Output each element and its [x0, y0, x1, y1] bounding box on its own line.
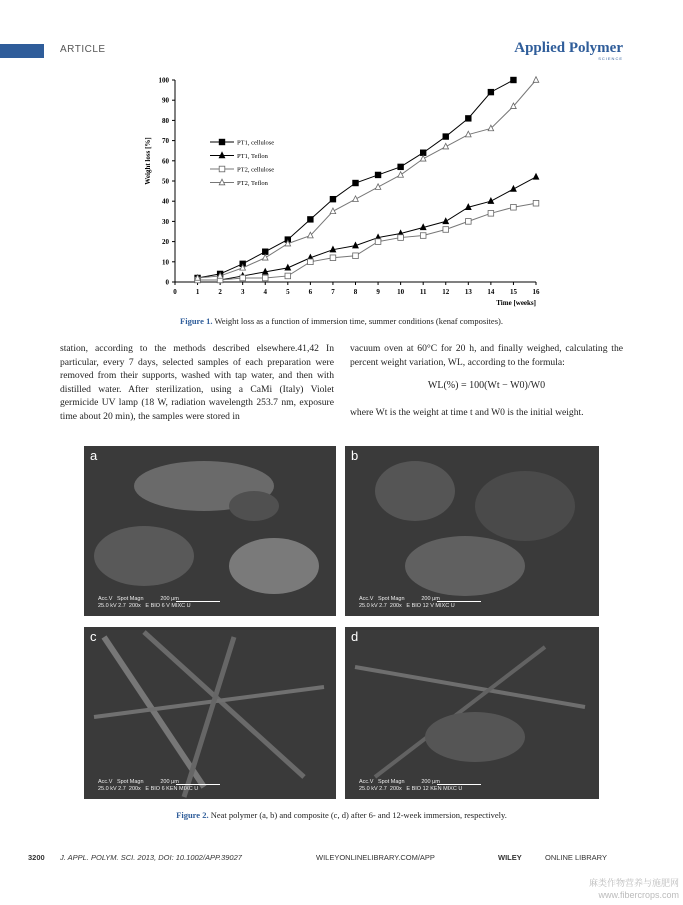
sem-info: Acc.V Spot Magn 200 μm 25.0 kV 2.7 200x E BIO 6 V MIXC U — [98, 596, 191, 609]
data-point — [375, 239, 381, 245]
weight-loss-formula: WL(%) = 100(Wt − W0)/W0 — [427, 380, 546, 391]
watermark-cn: 麻类作物营养与施肥网 — [588, 878, 679, 888]
sem-texture-b — [345, 446, 599, 616]
figure1-text: Weight loss as a function of immersion time, summer conditions (kenaf composites). — [214, 316, 503, 326]
y-tick-label: 40 — [162, 197, 169, 206]
data-point — [533, 200, 539, 206]
x-tick-label: 0 — [173, 288, 177, 296]
figure2-text: Neat polymer (a, b) and composite (c, d) after 6- and 12-week immersion, respectively. — [210, 810, 507, 820]
page-number: 3200 — [28, 853, 45, 862]
figure2-label: Figure 2. — [176, 810, 209, 820]
figure1-caption — [60, 316, 623, 326]
panel-tag: b — [351, 448, 359, 463]
figure2-caption — [60, 810, 623, 820]
figure1-label: Figure 1. — [180, 316, 213, 326]
x-tick-label: 6 — [308, 288, 313, 296]
sem-info: Acc.V Spot Magn 200 μm 25.0 kV 2.7 200x E BIO 6 KEN MIXC U — [98, 779, 199, 792]
header-accent-bar — [0, 44, 44, 58]
x-tick-label: 8 — [353, 288, 358, 296]
x-tick-label: 11 — [419, 288, 427, 296]
watermark-url: www.fibercrops.com — [598, 890, 679, 900]
body-left-column: station, according to the methods described elsewhere.41,42 In particular, every 7 days, selected samples of each preparation were removed from their supports, washed with tap water, and then with distilled water. After sterilization, using a CaMi (Italy) Violet germicide UV lamp (18 W, radiation wavelength 253.7 nm, exposure time about 20 min), the samples were stored in — [60, 343, 334, 422]
legend-marker — [219, 166, 225, 172]
x-tick-label: 2 — [218, 288, 222, 296]
wiley-logo: WILEY — [498, 853, 522, 862]
data-point — [533, 77, 539, 83]
x-tick-label: 16 — [532, 288, 540, 296]
data-point — [466, 219, 472, 225]
data-point — [511, 77, 517, 83]
sem-texture-d — [345, 627, 599, 799]
panel-tag: a — [90, 448, 98, 463]
legend-label: PT2, cellulose — [237, 166, 275, 174]
x-axis-label: Time [weeks] — [496, 299, 536, 307]
x-tick-label: 5 — [286, 288, 290, 296]
y-tick-label: 50 — [162, 177, 169, 186]
sem-panel-c — [84, 627, 336, 799]
sem-panel-b — [345, 446, 599, 616]
weight-loss-chart — [140, 72, 550, 307]
y-tick-label: 100 — [158, 76, 169, 85]
sem-info: Acc.V Spot Magn 200 μm 25.0 kV 2.7 200x E BIO 12 KEN MIXC U — [359, 779, 463, 792]
panel-tag: d — [351, 629, 359, 644]
data-point — [375, 172, 381, 178]
online-library: ONLINE LIBRARY — [545, 853, 607, 862]
y-tick-label: 30 — [162, 217, 169, 226]
y-tick-label: 20 — [162, 238, 169, 247]
legend-label: PT2, Teflon — [237, 180, 268, 187]
x-tick-label: 13 — [464, 288, 472, 296]
y-axis-label: Weight loss [%] — [144, 137, 152, 185]
sem-panel-a — [84, 446, 336, 616]
x-tick-label: 14 — [487, 288, 495, 296]
y-tick-label: 90 — [162, 96, 169, 105]
data-point — [308, 217, 314, 223]
data-point — [398, 172, 404, 178]
data-point — [308, 259, 314, 265]
data-point — [240, 275, 246, 281]
data-point — [466, 116, 472, 122]
data-point — [353, 180, 359, 186]
sem-panel-d — [345, 627, 599, 799]
x-tick-label: 1 — [195, 288, 200, 296]
data-point — [443, 134, 449, 140]
data-point — [398, 164, 404, 170]
y-tick-label: 60 — [162, 157, 169, 166]
sem-texture-a — [84, 446, 336, 616]
body-right-para1: vacuum oven at 60°C for 20 h, and finally weighed, calculating the percent weight variation, WL, according to the formula: — [350, 343, 623, 368]
data-point — [488, 211, 494, 217]
y-tick-label: 70 — [162, 137, 169, 146]
x-tick-label: 10 — [397, 288, 405, 296]
x-tick-label: 9 — [376, 288, 380, 296]
data-point — [262, 254, 268, 260]
legend-marker — [219, 139, 225, 145]
y-tick-label: 0 — [165, 278, 169, 287]
journal-logo-sub: SCIENCE — [598, 56, 623, 61]
data-point — [398, 235, 404, 241]
x-tick-label: 12 — [442, 288, 450, 296]
sem-texture-c — [84, 627, 336, 799]
citation: J. APPL. POLYM. SCI. 2013, DOI: 10.1002/APP.39027 — [60, 853, 242, 862]
data-point — [262, 275, 268, 281]
x-tick-label: 3 — [240, 288, 245, 296]
panel-tag: c — [90, 629, 97, 644]
y-tick-label: 10 — [162, 258, 169, 267]
data-point — [330, 255, 336, 261]
body-right-para2: where Wt is the weight at time t and W0 is the initial weight. — [350, 407, 584, 418]
data-point — [443, 227, 449, 233]
data-point — [533, 174, 539, 180]
data-point — [420, 233, 426, 239]
y-tick-label: 80 — [162, 116, 169, 125]
x-tick-label: 15 — [509, 288, 517, 296]
data-point — [285, 273, 291, 279]
x-tick-label: 4 — [263, 288, 267, 296]
legend-label: PT1, Teflon — [237, 153, 268, 160]
data-point — [511, 204, 517, 210]
x-tick-label: 7 — [331, 288, 335, 296]
legend-label: PT1, cellulose — [237, 139, 275, 147]
journal-url: WILEYONLINELIBRARY.COM/APP — [316, 853, 435, 862]
journal-logo: Applied Polymer — [514, 40, 623, 56]
section-label: ARTICLE — [60, 44, 106, 55]
sem-info: Acc.V Spot Magn 200 μm 25.0 kV 2.7 200x E BIO 12 V MIXC U — [359, 596, 455, 609]
data-point — [488, 89, 494, 95]
data-point — [353, 253, 359, 259]
series-line — [198, 177, 536, 280]
data-point — [330, 196, 336, 202]
data-point — [443, 218, 449, 224]
